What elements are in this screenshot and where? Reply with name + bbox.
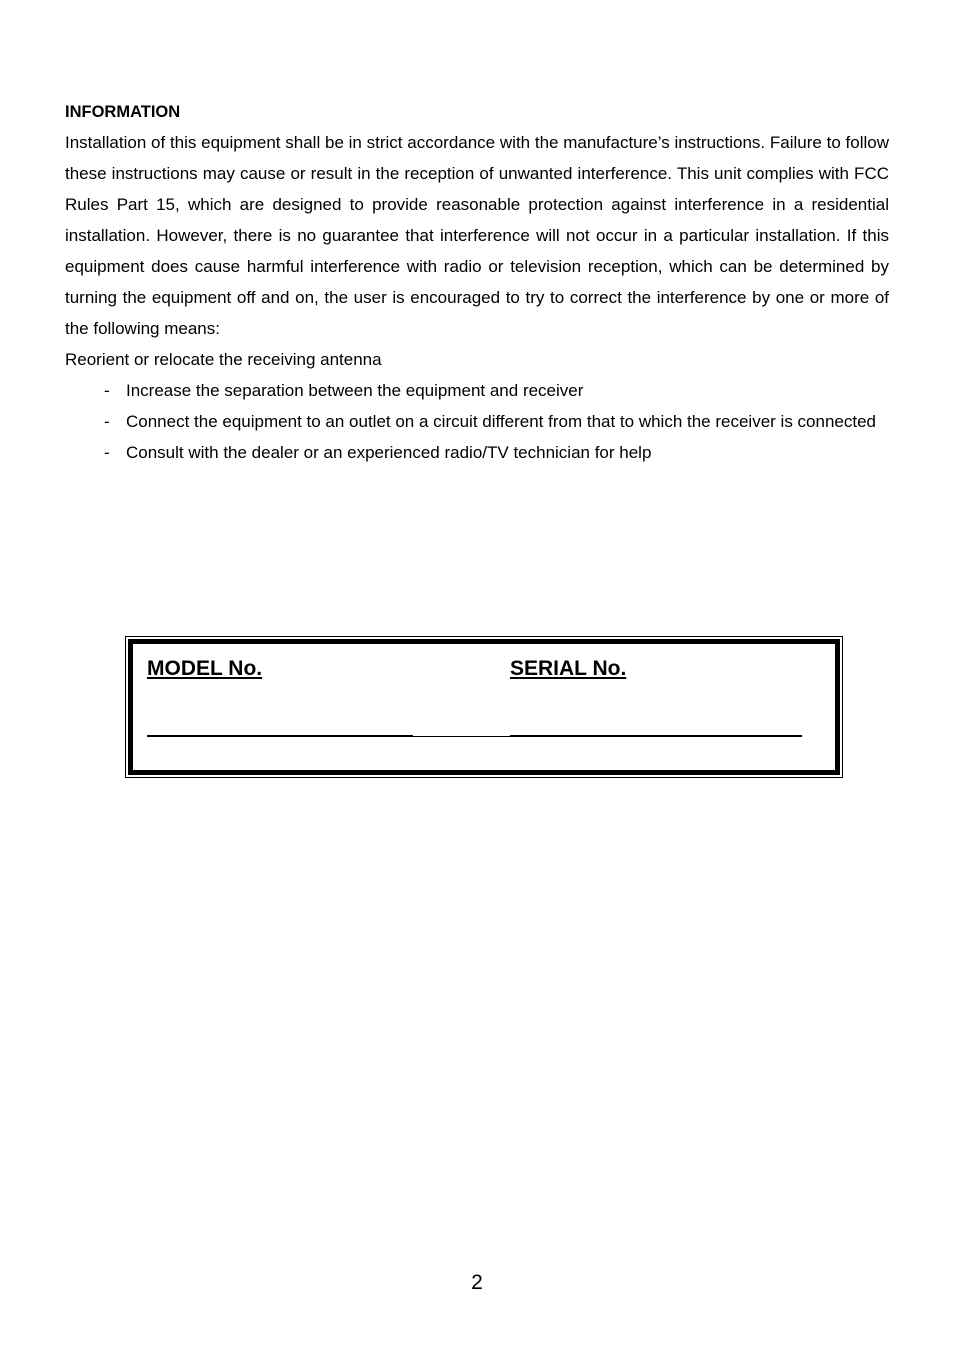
list-item	[65, 375, 889, 406]
fcc-paragraph: Installation of this equipment shall be in strict accordance with the manufacture’s instructions. Failure to follow these instructions may cause or result in the reception of unwanted interference. This unit complies with FCC Rules Part 15, which are designed to provide reasonable protection against interference in a residential installation. However, there is no guarantee that interference will not occur in a particular installation. If this equipment does cause harmful interference with radio or television reception, which can be determined by turning the equipment off and on, the user is encouraged to try to correct the interference by one or more of the following means:	[65, 133, 889, 338]
page-number: 2	[471, 1271, 483, 1294]
serial-number-write-line	[510, 735, 802, 737]
divider-line	[413, 736, 510, 737]
list-item-text: Consult with the dealer or an experienced radio/TV technician for help	[126, 443, 652, 462]
record-box-inner-frame	[128, 639, 840, 775]
model-serial-record-box	[125, 636, 843, 778]
means-list	[65, 375, 889, 468]
list-item-text: Increase the separation between the equipment and receiver	[126, 381, 584, 400]
bullet-dash: -	[104, 412, 110, 431]
information-section	[65, 99, 889, 468]
list-item	[65, 437, 889, 468]
section-heading: INFORMATION	[65, 103, 181, 121]
model-number-write-line	[147, 735, 413, 737]
bullet-dash: -	[104, 443, 110, 462]
bullet-dash: -	[104, 381, 110, 400]
model-number-label: MODEL No.	[147, 657, 263, 680]
list-item-text: Connect the equipment to an outlet on a circuit different from that to which the receiver is connected	[126, 412, 877, 431]
list-item	[65, 406, 889, 437]
serial-number-label: SERIAL No.	[510, 657, 627, 680]
first-means-text: Reorient or relocate the receiving antenna	[65, 350, 382, 369]
